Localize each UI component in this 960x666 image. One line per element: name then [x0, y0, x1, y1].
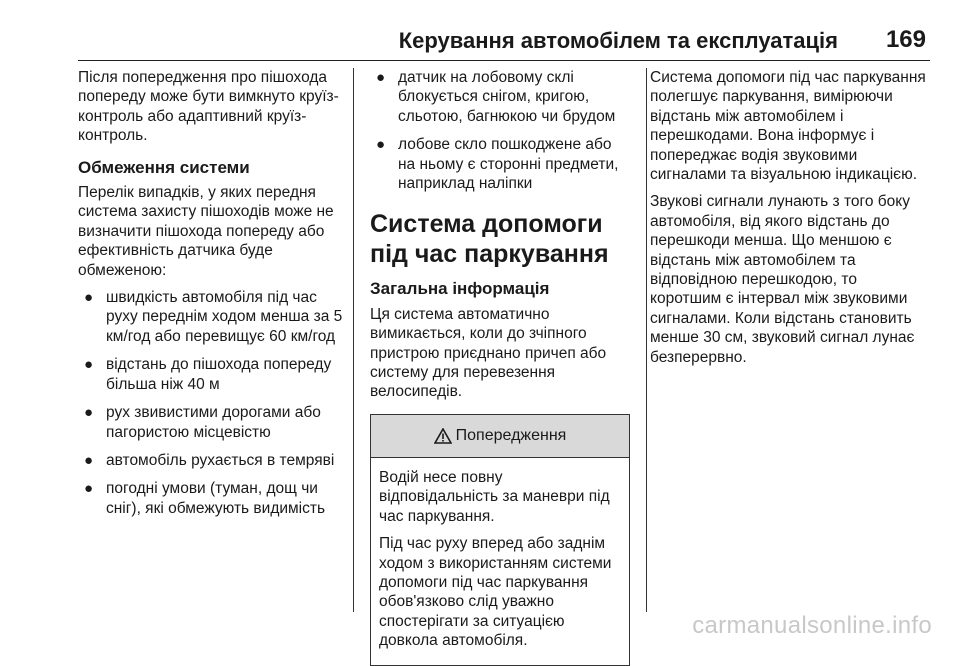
general-info-paragraph: Ця система автоматично вимикається, коли до зчіпного пристрою приєднано причеп або систему для перевезення велосипедів. — [370, 305, 607, 401]
limitations-list-continued — [370, 68, 632, 193]
warning-triangle-icon — [434, 428, 452, 444]
intro-paragraph: Після попередження про пішохода попереду може бути вимкнуто круїз-контроль або адаптивний круїз-контроль. — [78, 69, 339, 145]
section-title: Система допомоги під час паркування — [370, 210, 609, 269]
list-item: ● рух звивистими дорогами або пагористою місцевістю — [84, 404, 321, 441]
bullet-icon: ● — [376, 136, 386, 154]
column-2 — [370, 68, 632, 666]
description-paragraph: Система допомоги під час паркування полегшує паркування, вимірюючи відстань між автомобілем і перешкодами. Вона інформує і попереджає водія звуковими сигналами та візуальною індикацією. — [650, 69, 926, 184]
warning-title: Попередження — [455, 427, 567, 445]
limitations-list — [78, 288, 350, 518]
section-heading: Обмеження системи — [78, 157, 250, 177]
warning-header — [371, 415, 629, 458]
column-divider — [353, 68, 354, 612]
page-number: 169 — [885, 26, 926, 53]
bullet-icon: ● — [84, 356, 94, 374]
column-divider — [646, 68, 647, 612]
page-header — [78, 24, 930, 61]
list-item: ● лобове скло пошкоджене або на ньому є сторонні предмети, наприклад наліпки — [376, 136, 619, 193]
bullet-icon: ● — [84, 480, 94, 498]
list-item: ● автомобіль рухається в темряві — [84, 451, 335, 469]
bullet-icon: ● — [84, 289, 94, 307]
bullet-icon: ● — [84, 451, 94, 469]
column-3 — [650, 68, 932, 375]
bullet-icon: ● — [376, 69, 386, 86]
subsection-heading: Загальна інформація — [370, 279, 550, 299]
warning-body — [371, 458, 629, 665]
lead-paragraph: Перелік випадків, у яких передня система захисту пішоходів може не визначити пішохода попереду або ефективність датчика буде обмеженою: — [78, 184, 334, 279]
list-item: ● швидкість автомобіля під час руху переднім ходом менша за 5 км/год або перевищує 60 км/год — [84, 289, 343, 345]
warning-paragraph: Водій несе повну відповідальність за маневри під час паркування. — [379, 468, 610, 525]
column-1 — [78, 68, 350, 527]
watermark: carmanualsonline.info — [692, 612, 932, 639]
warning-box — [370, 414, 630, 666]
description-paragraph: Звукові сигнали лунають з того боку автомобіля, від якого відстань до перешкоди менша. Що меншою є відстань між автомобілем та відповідною перешкодою, то коротшим є інтервал між звуковими сигналами. Коли відстань становить менше 30 см, звуковий сигнал лунає безперервно. — [650, 193, 915, 366]
warning-paragraph: Під час руху вперед або заднім ходом з використанням системи допомоги під час паркування обов'язково слід уважно спостерігати за ситуацією довкола автомобіля. — [379, 535, 612, 650]
bullet-icon: ● — [84, 404, 94, 422]
list-item: ● датчик на лобовому склі блокується снігом, кригою, сльотою, багнюкою чи брудом — [376, 69, 616, 125]
list-item: ● погодні умови (туман, дощ чи сніг), які обмежують видимість — [84, 480, 326, 517]
page-title: Керування автомобілем та експлуатація — [398, 28, 838, 53]
list-item: ● відстань до пішохода попереду більша ніж 40 м — [84, 356, 332, 393]
